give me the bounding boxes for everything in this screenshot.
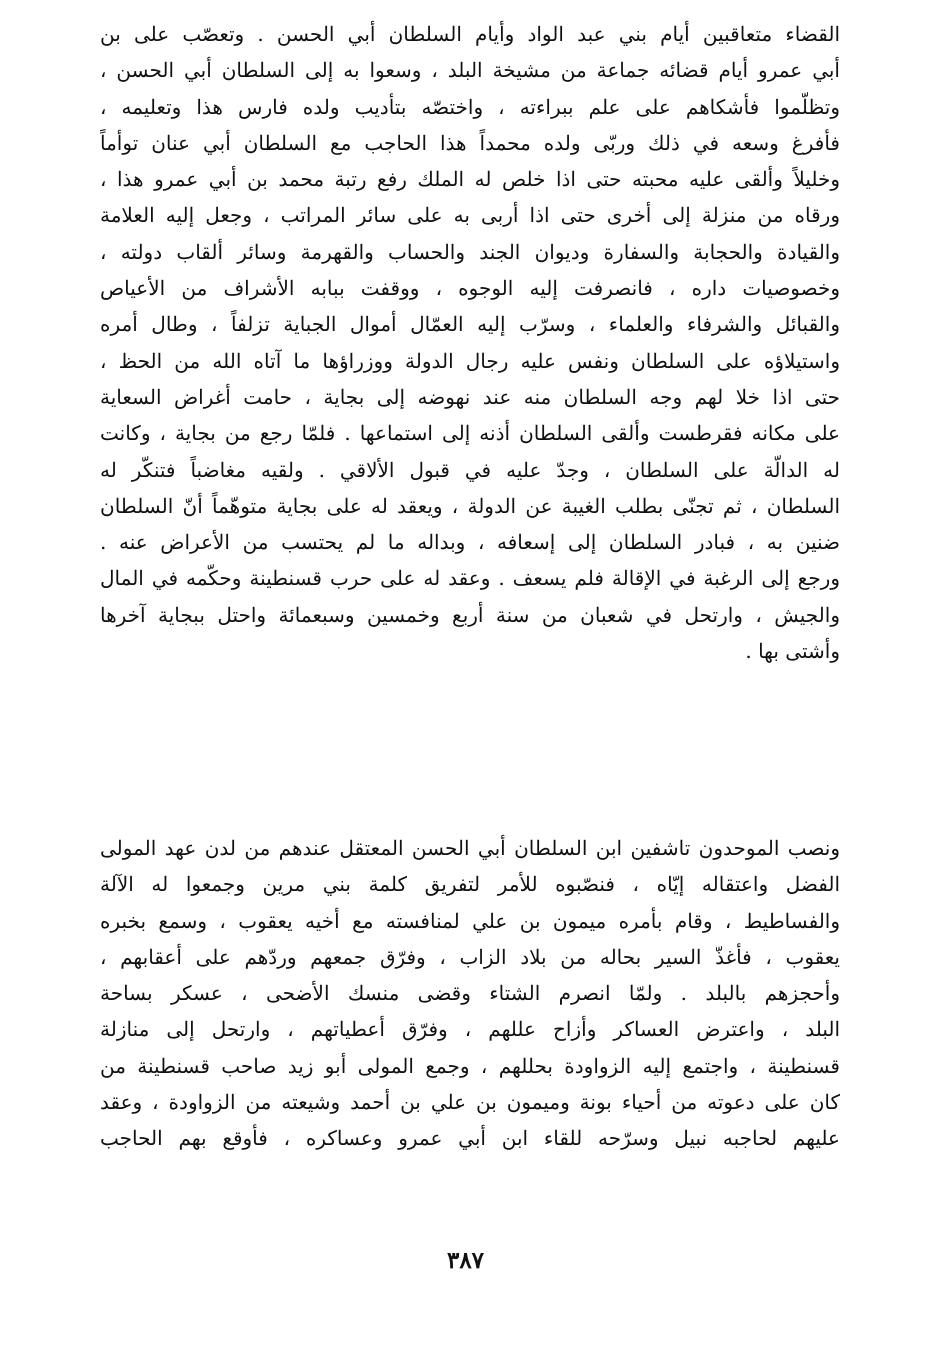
text-line: على مكانه فقرطست وألقى السلطان أذنه إلى استماعها . فلمّا رجع من بجاية ، وكانت	[100, 421, 840, 446]
text-line: كان على دعوته من أحياء بونة وميمون بن علي بن أحمد وشيعته من الزواودة ، وعقد	[100, 1090, 840, 1115]
text-line: والجيش ، وارتحل في شعبان من سنة أربع وخمسين وسبعمائة واحتل ببجاية آخرها	[100, 602, 840, 627]
text-line: السلطان ، ثم تجنّى بطلب الغيبة عن الدولة ، ويعقد له على بجاية متوهّماً أنّ السلطان	[100, 493, 840, 518]
text-line: والفساطيط ، وقام بأمره ميمون بن علي لمنافسته مع أخيه يعقوب ، وسمع بخبره	[100, 908, 840, 933]
text-line: البلد ، واعترض العساكر وأزاح عللهم ، وفرّق أعطياتهم ، وارتحل إلى منازلة	[100, 1017, 840, 1042]
text-line: ضنين به ، فبادر السلطان إلى إسعافه ، وبداله ما لم يحتسب من الأعراض عنه .	[100, 530, 840, 555]
text-line: القضاء متعاقبين أيام بني عبد الواد وأيام السلطان أبي الحسن . وتعصّب على بن	[100, 22, 840, 46]
text-line: عليهم لحاجبه نبيل وسرّحه للقاء ابن أبي عمرو وعساكره ، فأوقع بهم الحاجب	[100, 1126, 840, 1151]
text-line: له الدالّة على السلطان ، وجدّ عليه في قبول الألاقي . ولقيه مغاضباً فتنكّر له	[100, 457, 840, 482]
text-line: قسنطينة ، واجتمع إليه الزواودة بحللهم ، وجمع المولى أبو زيد صاحب قسنطينة من	[100, 1053, 840, 1078]
text-line: الفضل واعتقاله إيّاه ، فنصّبوه للأمر لتفريق كلمة بني مرين وجمعوا له الآلة	[100, 872, 840, 897]
text-line: وأحجزهم بالبلد . ولمّا انصرم الشتاء وقضى منسك الأضحى ، عسكر بساحة	[100, 981, 840, 1006]
text-line: أبي عمرو أيام قضائه جماعة من مشيخة البلد ، وسعوا به إلى السلطان أبي الحسن ،	[100, 58, 840, 83]
paragraph-1	[100, 16, 840, 669]
text-line: حتى اذا خلا لهم وجه السلطان منه عند نهوضه إلى بجاية ، حامت أغراض السعاية	[100, 384, 840, 409]
text-line: وخليلاً وألقى عليه محبته حتى اذا خلص له الملك رفع رتبة محمد بن أبي عمرو هذا ،	[100, 167, 840, 192]
text-line: واستيلاؤه على السلطان ونفس عليه رجال الدولة ووزراؤها ما آتاه الله من الحظ ،	[100, 348, 840, 373]
text-line: ورقاه من منزلة إلى أخرى حتى اذا أربى به على سائر المراتب ، وجعل إليه العلامة	[100, 203, 840, 228]
text-line: والقبائل والشرفاء والعلماء ، وسرّب إليه العمّال أموال الجباية تزلفاً ، وطال أمره	[100, 312, 840, 337]
text-line: وخصوصيات داره ، فانصرفت إليه الوجوه ، ووقفت ببابه الأشراف من الأعياص	[100, 276, 840, 301]
page-number: ٣٨٧	[446, 1247, 485, 1274]
text-line: والقيادة والحجابة والسفارة وديوان الجند والحساب والقهرمة وسائر ألقاب دولته ،	[100, 239, 840, 264]
text-line: وأشتى بها .	[745, 639, 840, 664]
text-line: وتظلّموا فأشكاهم على علم ببراءته ، واختصّه بتأديب ولده فارس هذا وتعليمه ،	[100, 94, 840, 119]
paragraph-2	[100, 830, 840, 1157]
text-line: يعقوب ، فأغذّ السير بحاله من بلاد الزاب ، وفرّق جمعهم وردّهم على أعقابهم ،	[100, 944, 840, 969]
text-line: ونصب الموحدون تاشفين ابن السلطان أبي الحسن المعتقل عندهم من لدن عهد المولى	[100, 836, 840, 860]
text-line: ورجع إلى الرغبة في الإقالة فلم يسعف . وعقد له على حرب قسنطينة وحكّمه في المال	[100, 566, 840, 591]
text-line: فأفرغ وسعه في ذلك وربّى ولده محمداً هذا الحاجب مع السلطان أبي عنان توأماً	[100, 130, 840, 155]
